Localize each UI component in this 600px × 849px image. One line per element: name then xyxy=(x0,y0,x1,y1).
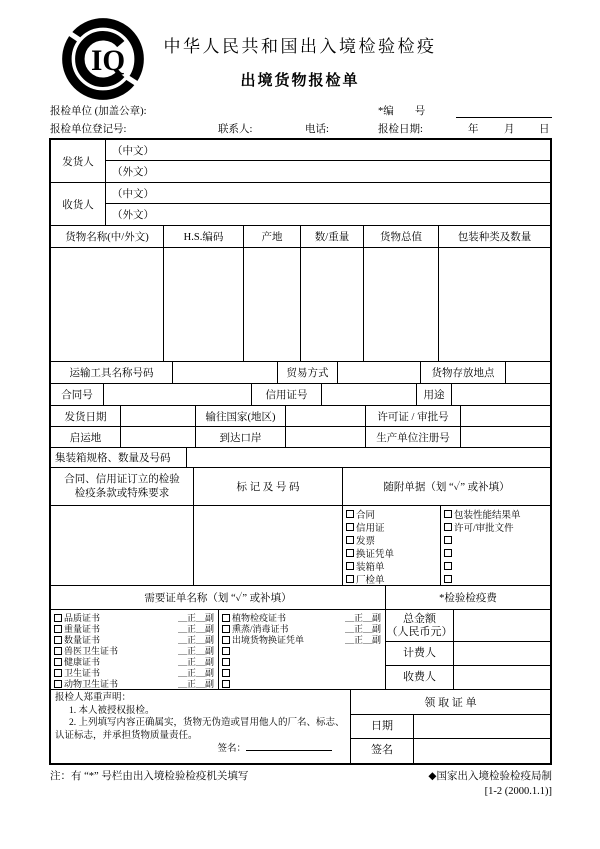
declaration-row xyxy=(51,690,550,763)
goods-hs-cell xyxy=(164,248,244,361)
cert-option-label: 兽医卫生证书 xyxy=(64,646,119,656)
fee-header: *检验检疫费 xyxy=(439,593,497,604)
goods-qty-cell xyxy=(301,248,364,361)
checkbox-icon xyxy=(346,562,354,570)
declaration-title: 报检人郑重声明： xyxy=(55,693,132,703)
checkbox-icon xyxy=(346,536,354,544)
goods-col-packing: 包装种类及数量 xyxy=(457,232,532,243)
clause-header-line2: 检疫条款或特殊要求 xyxy=(74,487,170,499)
checkbox-icon xyxy=(444,549,452,557)
declaration-text xyxy=(51,690,350,756)
departure-label: 启运地 xyxy=(51,427,121,447)
footer-form-code: [1-2 (2000.1.1)] xyxy=(484,786,552,797)
doc-option-label: 厂检单 xyxy=(356,575,385,585)
receipt-date-label: 日期 xyxy=(351,715,414,738)
declaration-sign-line xyxy=(55,743,346,756)
producer-label: 生产单位注册号 xyxy=(366,427,461,447)
usage-label: 用途 xyxy=(417,384,452,405)
cert-option-label: 熏蒸/消毒证书 xyxy=(232,624,289,634)
goods-table-body xyxy=(51,248,550,362)
copies-label: ＿正＿副 xyxy=(177,613,214,623)
biller-field xyxy=(454,642,550,665)
consignor-label: 发货人 xyxy=(51,140,106,182)
checkbox-icon xyxy=(222,625,230,633)
doc-option-label: 换证凭单 xyxy=(356,549,395,560)
checkbox-icon xyxy=(444,523,452,531)
doc-option-label: 发票 xyxy=(356,536,376,547)
cert-option-label: 动物卫生证书 xyxy=(64,679,119,689)
consignee-section xyxy=(51,183,550,226)
goods-col-hs: H.S.编码 xyxy=(164,226,244,247)
ship-date-field xyxy=(121,406,196,426)
transport-field xyxy=(173,362,278,383)
goods-origin-cell xyxy=(244,248,301,361)
goods-table-header xyxy=(51,226,550,248)
checkbox-icon xyxy=(54,680,62,688)
unit-label: 报检单位 (加盖公章): xyxy=(50,106,147,117)
checkbox-icon xyxy=(346,575,354,583)
transport-label: 运输工具名称号码 xyxy=(51,362,173,383)
license-field xyxy=(461,406,550,426)
date-year-label: 年 xyxy=(468,124,479,135)
consignor-chinese-field: （中文） xyxy=(106,140,550,161)
consignee-foreign-field: （外文） xyxy=(112,210,154,221)
receipt-header: 领 取 证 单 xyxy=(351,691,550,715)
goods-col-origin: 产地 xyxy=(244,226,301,247)
total-amount-line1: 总金额 xyxy=(403,612,436,625)
checkbox-icon xyxy=(222,658,230,666)
checkbox-icon xyxy=(54,658,62,666)
container-row xyxy=(51,448,550,468)
cert-option-label: 数量证书 xyxy=(64,635,101,645)
consignor-foreign-field: （外文） xyxy=(112,167,154,178)
form-title: 出境货物报检单 xyxy=(240,73,360,89)
goods-col-name: 货物名称(中/外文) xyxy=(51,226,164,247)
checkbox-icon xyxy=(222,647,230,655)
date-day-label: 日 xyxy=(539,124,550,135)
total-amount-label xyxy=(386,610,454,641)
copies-label: ＿正＿副 xyxy=(177,668,214,678)
form-table xyxy=(49,138,552,765)
checkbox-icon xyxy=(444,562,452,570)
goods-value-cell xyxy=(364,248,439,361)
checkbox-icon xyxy=(222,669,230,677)
sign-label: 签名： xyxy=(217,744,246,754)
consignee-label: 收货人 xyxy=(51,183,106,225)
checkbox-icon xyxy=(54,647,62,655)
doc-option-label: 包装性能结果单 xyxy=(454,510,521,521)
cert-option-label: 重量证书 xyxy=(64,624,101,634)
country-label: 输往国家(地区) xyxy=(196,406,286,426)
svg-text:IQ: IQ xyxy=(90,45,126,78)
copies-label: ＿正＿副 xyxy=(344,613,381,623)
goods-packing-cell xyxy=(439,248,550,361)
clause-field xyxy=(51,506,194,585)
checkbox-icon xyxy=(346,549,354,557)
trade-mode-field xyxy=(338,362,421,383)
total-amount-line2: （人民币元） xyxy=(386,625,453,638)
certs-header-row xyxy=(51,586,550,610)
receipt-sign-field xyxy=(414,739,550,763)
footer-note: 注：有 “*” 号栏由出入境检验检疫机关填写 xyxy=(50,771,249,782)
checkbox-icon xyxy=(222,614,230,622)
copies-label: ＿正＿副 xyxy=(177,624,214,634)
contract-row xyxy=(51,384,550,406)
copies-label: ＿正＿副 xyxy=(177,657,214,667)
footer-maker: ◆国家出入境检验检疫局制 xyxy=(428,771,552,782)
clause-header-row xyxy=(51,468,550,506)
departure-field xyxy=(121,427,196,447)
serial-label: *编 号 xyxy=(378,106,426,117)
checkbox-icon xyxy=(54,625,62,633)
storage-field xyxy=(506,362,550,383)
checkbox-icon xyxy=(444,575,452,583)
license-label: 许可证 / 审批号 xyxy=(366,406,461,426)
doc-option-label: 许可/审批文件 xyxy=(454,523,514,534)
attached-docs-header: 随附单据（划 “✓” 或补填） xyxy=(383,482,510,493)
ship-date-label: 发货日期 xyxy=(51,406,121,426)
certs-body-row xyxy=(51,610,550,690)
container-field xyxy=(187,448,550,467)
clause-header xyxy=(51,468,194,505)
receipt-date-field xyxy=(414,715,550,738)
ship-date-row xyxy=(51,406,550,427)
goods-col-qty: 数/重量 xyxy=(301,226,364,247)
doc-option-label: 合同 xyxy=(356,510,376,521)
total-amount-field xyxy=(454,610,550,641)
checkbox-icon xyxy=(444,510,452,518)
usage-field xyxy=(452,384,550,405)
checkbox-icon xyxy=(444,536,452,544)
serial-blank-line xyxy=(456,117,552,118)
doc-option-label: 信用证 xyxy=(356,523,385,534)
cert-option-label: 植物检疫证书 xyxy=(232,613,287,623)
checkbox-icon xyxy=(222,636,230,644)
receipt-sign-label: 签名 xyxy=(351,739,414,763)
cert-option-label: 卫生证书 xyxy=(64,668,101,678)
checkbox-icon xyxy=(54,614,62,622)
checkbox-icon xyxy=(54,636,62,644)
biller-label: 计费人 xyxy=(386,642,454,665)
phone-label: 电话: xyxy=(305,124,329,135)
checkbox-icon xyxy=(54,669,62,677)
cert-option-label: 品质证书 xyxy=(64,613,101,623)
copies-label: ＿正＿副 xyxy=(177,635,214,645)
arrival-field xyxy=(286,427,366,447)
collector-field xyxy=(454,666,550,689)
contract-field xyxy=(104,384,252,405)
container-label: 集装箱规格、数量及号码 xyxy=(51,448,187,467)
goods-name-cell xyxy=(51,248,164,361)
declaration-item1: 1. 本人被授权报检。 xyxy=(69,705,155,716)
date-month-label: 月 xyxy=(504,124,515,135)
copies-label: ＿正＿副 xyxy=(177,646,214,656)
consignee-chinese-field: （中文） xyxy=(106,183,550,204)
checkbox-icon xyxy=(222,680,230,688)
contact-label: 联系人: xyxy=(218,124,253,135)
certs-header: 需要证单名称（划 “✓” 或补填） xyxy=(51,586,386,609)
checkbox-icon xyxy=(346,523,354,531)
transport-row xyxy=(51,362,550,384)
cert-option-label: 出境货物换证凭单 xyxy=(232,635,305,645)
cert-option-label: 健康证书 xyxy=(64,657,101,667)
credit-field xyxy=(322,384,417,405)
signature-blank-line xyxy=(246,743,332,751)
copies-label: ＿正＿副 xyxy=(344,635,381,645)
country-field xyxy=(286,406,366,426)
checkbox-icon xyxy=(346,510,354,518)
goods-col-value: 货物总值 xyxy=(364,226,439,247)
storage-label: 货物存放地点 xyxy=(421,362,506,383)
arrival-label: 到达口岸 xyxy=(196,427,286,447)
collector-label: 收费人 xyxy=(386,666,454,689)
page-title: 中华人民共和国出入境检验检疫 xyxy=(163,37,437,56)
marks-field xyxy=(194,506,343,585)
declaration-item2: 2. 上列填写内容正确属实，货物无伪造或冒用他人的厂名、标志、认证标志，并承担货物质量责任。 xyxy=(55,718,345,741)
copies-label: ＿正＿副 xyxy=(344,624,381,634)
marks-header: 标 记 及 号 码 xyxy=(194,468,343,505)
date-label: 报检日期: xyxy=(378,124,423,135)
copies-label: ＿正＿副 xyxy=(177,679,214,689)
clause-header-line1: 合同、信用证订立的检验 xyxy=(64,473,180,485)
consignor-section xyxy=(51,140,550,183)
departure-row xyxy=(51,427,550,448)
producer-field xyxy=(461,427,550,447)
contract-label: 合同号 xyxy=(51,384,104,405)
reg-label: 报检单位登记号: xyxy=(50,124,127,135)
clause-body-row xyxy=(51,506,550,586)
trade-mode-label: 贸易方式 xyxy=(278,362,338,383)
doc-option-label: 装箱单 xyxy=(356,562,385,573)
credit-label: 信用证号 xyxy=(252,384,322,405)
